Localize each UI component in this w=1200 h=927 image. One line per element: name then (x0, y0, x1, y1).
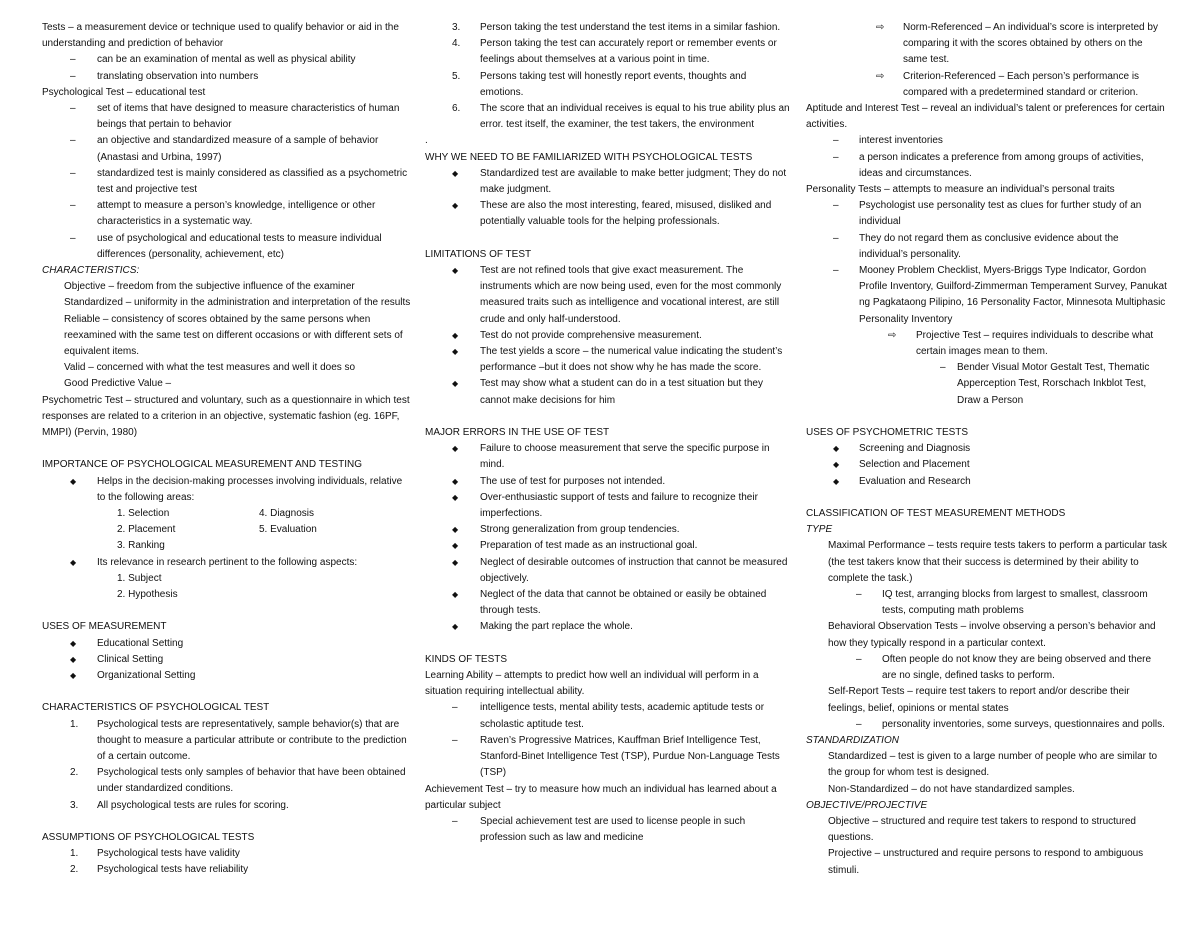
dash-marker: – (70, 135, 76, 147)
list-item (42, 101, 412, 133)
projective-definition (806, 846, 1168, 878)
list-item (806, 717, 1168, 733)
number-marker: 3. (70, 799, 79, 811)
dash-marker: – (833, 151, 839, 163)
list-item (42, 652, 412, 668)
list-item (425, 198, 790, 230)
list-item (425, 328, 790, 344)
list-item (425, 69, 790, 101)
term: Maximal Performance (828, 540, 926, 552)
bullet-icon: ◆ (70, 654, 77, 664)
list-text: The use of test for purposes not intended. (480, 475, 666, 487)
dash-marker: – (452, 815, 458, 827)
term: Self-Report Tests (828, 686, 905, 698)
objective-definition (806, 814, 1168, 846)
bullet-icon: ◆ (452, 347, 459, 357)
characteristic-item (42, 312, 412, 361)
term: Psychometric Test (42, 394, 123, 406)
dash-marker: – (452, 734, 458, 746)
aptitude-definition (806, 101, 1168, 133)
psych-test-definition (42, 85, 412, 101)
bullet-icon: ◆ (70, 557, 77, 567)
list-item (806, 360, 1168, 409)
list-item (42, 198, 412, 230)
list-text: These are also the most interesting, feared, misused, disliked and potentially valuable tools for the helping professionals. (480, 200, 772, 228)
dash-marker: – (833, 135, 839, 147)
definition-text: – (162, 378, 172, 390)
list-item (425, 376, 790, 408)
list-item (806, 150, 1168, 182)
list-item (425, 36, 790, 68)
list-text: Psychological tests are representatively, sample behavior(s) that are thought to measure a particular attribute or contribute to the prediction of a certain outcome. (97, 718, 407, 763)
definition-text: – structured and require test takers to respond to structured questions. (828, 815, 1136, 844)
definition-text: – consistency of scores obtained by the same persons when reexamined with the same test on different occasions or with different sets of equivalent items. (64, 313, 403, 358)
areas-row (42, 522, 412, 538)
dash-marker: – (70, 200, 76, 212)
list-item (806, 441, 1168, 457)
arrow-icon: ⇨ (876, 70, 885, 82)
list-text: Often people do not know they are being observed and there are no single, defined tasks to perform. (882, 653, 1152, 682)
bullet-icon: ◆ (452, 330, 459, 340)
char-psych-heading: CHARACTERISTICS OF PSYCHOLOGICAL TEST (42, 702, 270, 714)
list-text: use of psychological and educational tests to measure individual differences (personality, achievement, etc) (97, 232, 382, 260)
list-text: Organizational Setting (97, 670, 196, 682)
area-item: 2. Placement (117, 524, 176, 536)
list-item (42, 555, 412, 571)
standardized-definition (806, 749, 1168, 781)
list-text: Psychologist use personality test as clues for further study of an individual (859, 200, 1142, 228)
dash-marker: – (833, 232, 839, 244)
list-item (425, 474, 790, 490)
bullet-icon: ◆ (452, 525, 459, 535)
area-item: 5. Evaluation (259, 524, 317, 536)
list-item (806, 133, 1168, 149)
list-item (806, 263, 1168, 328)
list-text: personality inventories, some surveys, questionnaires and polls. (882, 718, 1165, 730)
list-text: The test yields a score – the numerical value indicating the student’s performance –but it does not show why he has made the score. (480, 346, 783, 374)
errors-heading: MAJOR ERRORS IN THE USE OF TEST (425, 427, 610, 439)
areas-row (42, 538, 412, 554)
tests-definition (42, 20, 412, 52)
list-text: Test do not provide comprehensive measurement. (480, 329, 702, 341)
list-item (42, 717, 412, 766)
list-item (42, 166, 412, 198)
list-item (425, 538, 790, 554)
definition-text: – attempts to predict how well an individual will perform in a situation requiring intellectual ability. (425, 670, 759, 698)
dash-marker: – (70, 167, 76, 179)
term: Achievement Test (425, 783, 504, 795)
term: Standardized (64, 297, 123, 309)
list-text: Person taking the test can accurately report or remember events or feelings about themselves at a various point in time. (480, 38, 777, 66)
characteristics-heading: CHARACTERISTICS: (42, 265, 140, 277)
list-item (425, 814, 790, 846)
list-text: a person indicates a preference from among groups of activities, ideas and circumstances. (859, 151, 1144, 179)
definition-text: – involve observing a person’s behavior and how they typically respond in a particular context. (828, 621, 1156, 649)
term: Objective (64, 281, 106, 293)
list-item (425, 101, 790, 133)
list-item (425, 441, 790, 473)
definition-text: – reveal an individual’s talent or preferences for certain activities. (806, 103, 1165, 131)
definition-text: – uniformity in the administration and interpretation of the results (122, 297, 411, 309)
list-item (42, 474, 412, 506)
bullet-icon: ◆ (452, 622, 459, 632)
list-text: IQ test, arranging blocks from largest to smallest, classroom tests, computing math problems (882, 589, 1148, 617)
kinds-heading: KINDS OF TESTS (425, 653, 508, 665)
characteristic-item (42, 360, 412, 376)
definition-text: – freedom from the subjective influence of the examiner (105, 281, 355, 293)
definition-text: – test is given to a large number of people who are similar to the group for whom test is designed. (828, 751, 1158, 779)
bullet-icon: ◆ (833, 460, 840, 470)
aspect-item: 1. Subject (117, 572, 162, 584)
list-text: Preparation of test made as an instructional goal. (480, 540, 698, 552)
list-item (806, 328, 1168, 360)
list-item (425, 166, 790, 198)
selfreport-definition (806, 684, 1168, 716)
list-item (806, 474, 1168, 490)
definition-text: – tests require tests takers to perform a particular task (the test takers know that their success is determined by their ability to complete the task.) (828, 540, 1168, 584)
list-text: All psychological tests are rules for scoring. (97, 799, 289, 811)
list-text: interest inventories (859, 135, 943, 147)
list-text: The score that an individual receives is equal to his true ability plus an error. test itself, the examiner, the test takers, the environment (480, 103, 790, 131)
why-heading: WHY WE NEED TO BE FAMILIARIZED WITH PSYCHOLOGICAL TESTS (425, 151, 753, 163)
term: Criterion-Referenced (903, 70, 996, 82)
list-text: Raven’s Progressive Matrices, Kauffman Brief Intelligence Test, Stanford-Binet Intelligence Test (TSP), Purdue Non-Language Tests (TSP) (480, 734, 780, 779)
term: Non-Standardized (828, 783, 909, 795)
term: Personality Tests (806, 184, 882, 196)
bullet-icon: ◆ (452, 476, 459, 486)
term: Tests (42, 22, 66, 33)
bullet-icon: ◆ (70, 638, 77, 648)
characteristic-item (42, 295, 412, 311)
list-text: Standardized test are available to make better judgment; They do not make judgment. (480, 167, 787, 196)
list-text: Screening and Diagnosis (859, 443, 971, 455)
importance-heading: IMPORTANCE OF PSYCHOLOGICAL MEASUREMENT AND TESTING (42, 459, 363, 471)
definition-text: – An individual’s score is interpreted by comparing it with the scores obtained by others on the same test. (903, 22, 1158, 66)
list-item (425, 555, 790, 587)
list-text: Selection and Placement (859, 459, 970, 471)
list-text: Clinical Setting (97, 653, 164, 665)
term: Valid (64, 362, 86, 374)
definition-text: – concerned with what the test measures and well it does so (85, 362, 356, 374)
list-item (42, 69, 412, 85)
list-text: Bender Visual Motor Gestalt Test, Thematic Apperception Test, Rorschach Inkblot Test, Draw a Person (957, 362, 1150, 406)
list-item (425, 700, 790, 732)
term: Reliable (64, 313, 101, 325)
characteristic-item (42, 279, 412, 295)
list-item (42, 668, 412, 684)
bullet-icon: ◆ (452, 590, 459, 600)
list-text: attempt to measure a person’s knowledge, intelligence or other characteristics in a systematic way. (97, 200, 376, 228)
column-1 (42, 20, 412, 879)
bullet-icon: ◆ (452, 557, 459, 567)
definition-text: – require test takers to report and/or describe their feelings, belief, opinions or mental states (828, 686, 1130, 714)
area-item: 1. Selection (117, 508, 170, 520)
psychometric-uses-heading: USES OF PSYCHOMETRIC TESTS (806, 427, 969, 439)
number-marker: 2. (70, 864, 79, 876)
term: Norm-Referenced (903, 22, 983, 33)
dash-marker: – (856, 589, 862, 601)
area-item: 3. Ranking (117, 540, 165, 552)
bullet-icon: ◆ (452, 201, 459, 211)
list-item (42, 52, 412, 68)
column-3 (806, 20, 1168, 879)
list-item (42, 636, 412, 652)
dash-marker: – (833, 200, 839, 212)
definition-text: – educational test (124, 86, 206, 98)
dash-marker: – (70, 54, 76, 66)
list-item (806, 587, 1168, 619)
number-marker: 4. (452, 38, 461, 50)
list-item (425, 733, 790, 782)
list-item (42, 862, 412, 878)
list-item (425, 490, 790, 522)
list-item (42, 231, 412, 263)
list-text: translating observation into numbers (97, 70, 259, 82)
standardization-label: STANDARDIZATION (806, 734, 899, 746)
term: Standardized (828, 751, 887, 763)
list-text: Helps in the decision-making processes involving individuals, relative to the following areas: (97, 475, 403, 503)
list-text: Test are not refined tools that give exact measurement. The instruments which are now being used, even for the most commonly measured traits such as intelligence and vocational interest, are still crude and only half-understood. (480, 265, 782, 325)
definition-text: – do not have standardized samples. (908, 783, 1075, 795)
learning-definition (425, 668, 790, 700)
term: Objective (828, 815, 870, 827)
list-text: Strong generalization from group tendencies. (480, 524, 680, 536)
list-item (806, 231, 1168, 263)
bullet-icon: ◆ (833, 444, 840, 454)
definition-text: – unstructured and require persons to respond to ambiguous stimuli. (828, 848, 1144, 876)
column-2 (425, 20, 790, 846)
list-item (425, 344, 790, 376)
term: Projective Test (916, 329, 981, 341)
definition-text: – Each person’s performance is compared with a predetermined standard or criterion. (903, 70, 1140, 98)
list-item (42, 133, 412, 165)
term: Projective (828, 848, 872, 860)
arrow-icon: ⇨ (876, 22, 885, 33)
term: Aptitude and Interest Test (806, 103, 920, 115)
number-marker: 1. (70, 718, 79, 730)
dash-marker: – (70, 103, 76, 115)
definition-text: – a measurement device or technique used to qualify behavior or aid in the understanding and prediction of behavior (42, 22, 399, 50)
bullet-icon: ◆ (452, 379, 459, 389)
number-marker: 1. (70, 848, 79, 860)
list-text: set of items that have designed to measure characteristics of human beings that pertain to behavior (97, 103, 400, 131)
list-text: can be an examination of mental as well as physical ability (97, 54, 356, 66)
term: Good Predictive Value (64, 378, 163, 390)
list-text: standardized test is mainly considered as classified as a psychometric test and projective test (97, 167, 408, 196)
list-text: Its relevance in research pertinent to the following aspects: (97, 556, 358, 568)
list-text: Psychological tests only samples of behavior that have been obtained under standardized conditions. (97, 767, 406, 795)
behavioral-definition (806, 619, 1168, 651)
list-text: Psychological tests have validity (97, 848, 240, 860)
dash-marker: – (940, 362, 946, 374)
list-text: Evaluation and Research (859, 475, 971, 487)
definition-text: – structured and voluntary, such as a questionnaire in which test responses are related to a criterion in an objective, systematic fashion (eg. 16PF, MMPI) (Pervin, 1980) (42, 394, 410, 439)
list-item (425, 619, 790, 635)
assumptions-heading: ASSUMPTIONS OF PSYCHOLOGICAL TESTS (42, 832, 255, 844)
list-text: Psychological tests have reliability (97, 864, 249, 876)
list-item (806, 457, 1168, 473)
dash-marker: – (856, 718, 862, 730)
dash-marker: – (452, 702, 458, 714)
areas-row (42, 506, 412, 522)
dash-marker: – (70, 70, 76, 82)
list-text: an objective and standardized measure of a sample of behavior (Anastasi and Urbina, 1997) (97, 135, 379, 163)
list-text: Test may show what a student can do in a test situation but they cannot make decisions for him (480, 378, 763, 406)
list-item (425, 587, 790, 619)
list-text: They do not regard them as conclusive evidence about the individual’s personality. (859, 232, 1119, 260)
nonstandardized-definition (806, 782, 1168, 798)
list-text: Special achievement test are used to license people in such profession such as law and medicine (480, 815, 746, 844)
term: Learning Ability (425, 670, 493, 682)
arrow-icon: ⇨ (888, 329, 897, 341)
bullet-icon: ◆ (452, 492, 459, 502)
definition-text: – attempts to measure an individual’s personal traits (881, 184, 1115, 196)
term: Psychological Test (42, 86, 125, 98)
bullet-icon: ◆ (833, 476, 840, 486)
list-text: Over-enthusiastic support of tests and failure to recognize their imperfections. (480, 491, 758, 520)
number-marker: 3. (452, 22, 461, 33)
bullet-icon: ◆ (452, 168, 459, 178)
aspect-item: 2. Hypothesis (117, 589, 178, 601)
list-item (806, 652, 1168, 684)
list-item (42, 765, 412, 797)
bullet-icon: ◆ (70, 671, 77, 681)
dash-marker: – (856, 653, 862, 665)
number-marker: 6. (452, 103, 461, 115)
definition-text: – requires individuals to describe what certain images mean to them. (916, 329, 1154, 358)
dash-marker: – (833, 265, 839, 277)
stray-dot: . (425, 135, 428, 147)
uses-heading: USES OF MEASUREMENT (42, 621, 167, 633)
bullet-icon: ◆ (452, 444, 459, 454)
list-text: Neglect of the data that cannot be obtained or easily be obtained through tests. (480, 589, 767, 617)
list-item (806, 198, 1168, 230)
list-text: intelligence tests, mental ability tests, academic aptitude tests or scholastic aptitude test. (480, 702, 765, 730)
list-text: Making the part replace the whole. (480, 621, 633, 633)
list-text: Educational Setting (97, 637, 184, 649)
dash-marker: – (70, 232, 76, 244)
list-item (42, 798, 412, 814)
characteristic-item (42, 376, 412, 392)
definition-text: – try to measure how much an individual has learned about a particular subject (425, 783, 777, 811)
list-item (425, 20, 790, 36)
list-text: Person taking the test understand the test items in a similar fashion. (480, 22, 781, 33)
maximal-definition (806, 538, 1168, 587)
list-item (425, 522, 790, 538)
list-text: Neglect of desirable outcomes of instruction that cannot be measured objectively. (480, 556, 788, 584)
term: Behavioral Observation Tests (828, 621, 958, 633)
classification-heading: CLASSIFICATION OF TEST MEASUREMENT METHODS (806, 508, 1066, 520)
limitations-heading: LIMITATIONS OF TEST (425, 248, 532, 260)
list-text: Mooney Problem Checklist, Myers-Briggs Type Indicator, Gordon Profile Inventory, Guilford-Zimmerman Temperament Survey, Panukat ng Pagkataong Pilipino, 16 Personality Factor, Minnesota Multiphasic Personality Inventory (859, 265, 1167, 325)
list-text: Failure to choose measurement that serve the specific purpose in mind. (480, 443, 770, 471)
list-item (806, 20, 1168, 69)
type-label: TYPE (806, 524, 833, 536)
objproj-label: OBJECTIVE/PROJECTIVE (806, 799, 928, 811)
number-marker: 5. (452, 70, 461, 82)
list-item (425, 263, 790, 328)
list-item (806, 69, 1168, 101)
achievement-definition (425, 782, 790, 814)
list-text: Persons taking test will honestly report events, thoughts and emotions. (480, 70, 747, 98)
personality-definition (806, 182, 1168, 198)
psychometric-definition (42, 393, 412, 442)
list-item (42, 846, 412, 862)
bullet-icon: ◆ (452, 266, 459, 276)
bullet-icon: ◆ (452, 541, 459, 551)
bullet-icon: ◆ (70, 476, 77, 486)
number-marker: 2. (70, 767, 79, 779)
area-item: 4. Diagnosis (259, 508, 315, 520)
